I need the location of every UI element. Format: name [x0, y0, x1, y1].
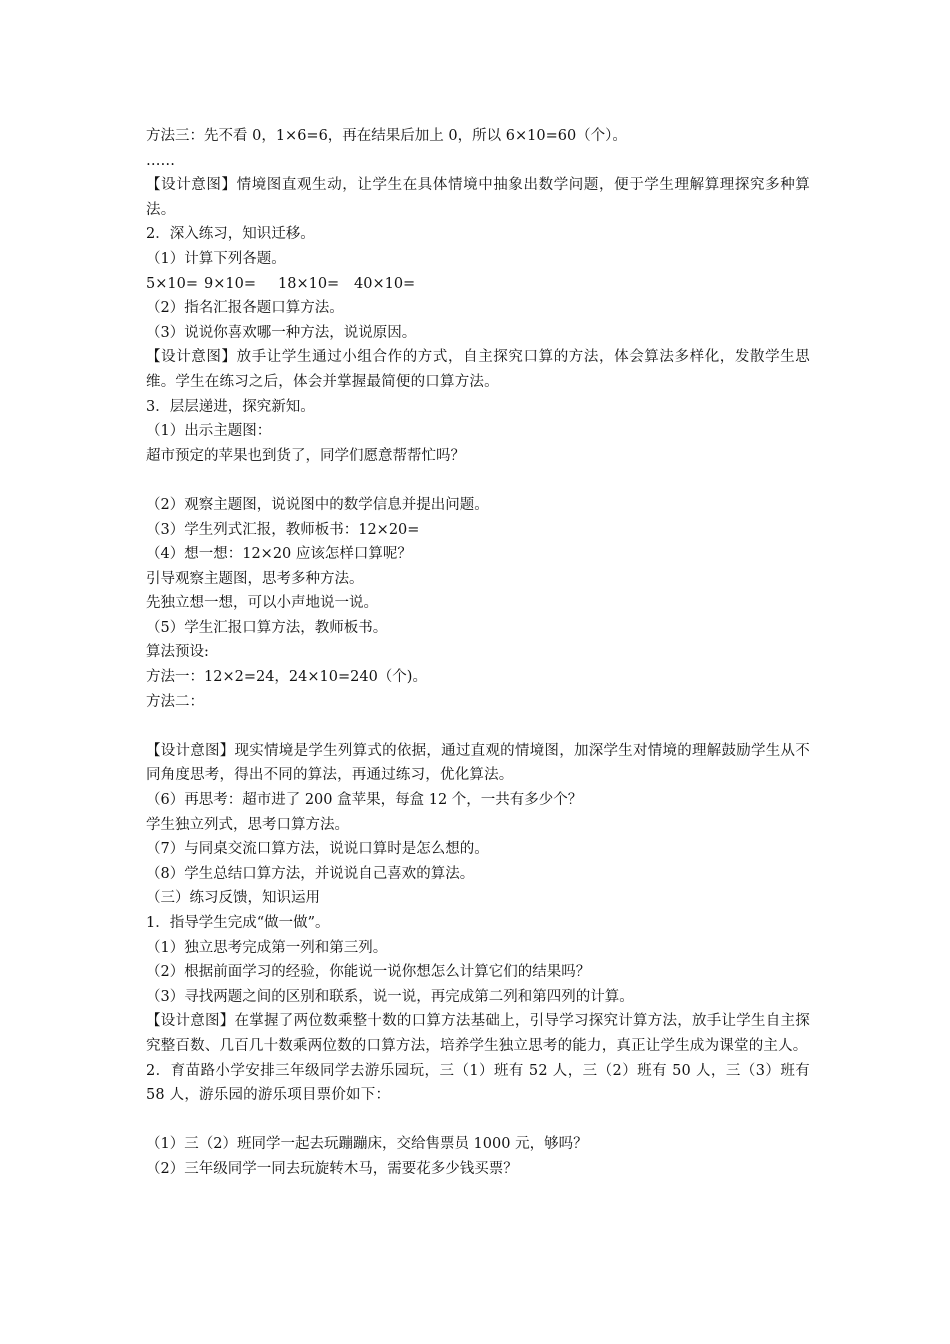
calc-item: 9×10=: [204, 275, 256, 292]
document-page: [146, 124, 810, 1182]
calc-instruction: （1）计算下列各题。: [146, 250, 286, 267]
calc-item: 5×10=: [146, 275, 198, 292]
method-two-line: 方法二：: [146, 693, 204, 710]
calc-row: [146, 272, 810, 297]
think-line: （4）想一想：12×20 应该怎样口算呢？: [146, 546, 412, 563]
method-three-line: 方法三：先不看 0，1×6=6，再在结果后加上 0，所以 6×10=60（个）。: [146, 128, 627, 144]
section-heading-practice: 2．深入练习，知识迁移。: [146, 226, 315, 243]
think-independently-line: 先独立想一想，可以小声地说一说。: [146, 595, 378, 612]
calc-item: 18×10=: [278, 275, 340, 292]
image-placeholder-gap: [146, 468, 810, 493]
calc-item: 40×10=: [354, 275, 416, 292]
guide-observe-line: 引导观察主题图，思考多种方法。: [146, 570, 364, 587]
do-it-line: 1．指导学生完成“做一做”。: [146, 915, 330, 931]
observe-theme-line: （2）观察主题图，说说图中的数学信息并提出问题。: [146, 496, 489, 513]
report-oral-method-line: （5）学生汇报口算方法，教师板书。: [146, 619, 388, 636]
discuss-partner-line: （7）与同桌交流口算方法，说说口算时是怎么想的。: [146, 841, 489, 858]
trampoline-question: （1）三（2）班同学一起去玩蹦蹦床，交给售票员 1000 元，够吗？: [146, 1136, 588, 1153]
student-equation-line: （3）学生列式汇报，教师板书：12×20=: [146, 521, 420, 538]
columns-one-three-line: （1）独立思考完成第一列和第三列。: [146, 939, 388, 956]
section-heading-feedback: （三）练习反馈，知识运用: [146, 890, 320, 907]
summarize-line: （8）学生总结口算方法，并说说自己喜欢的算法。: [146, 865, 475, 882]
rethink-line: （6）再思考：超市进了 200 盒苹果，每盒 12 个，一共有多少个？: [146, 792, 583, 809]
method-one-line: 方法一：12×2=24，24×10=240（个)。: [146, 669, 427, 686]
amusement-park-problem: 2．育苗路小学安排三年级同学去游乐园玩，三（1）班有 52 人，三（2）班有 50 人，三（3）班有 58 人，游乐园的游乐项目票价如下：: [146, 1062, 810, 1104]
method-two-gap: [146, 714, 810, 739]
show-theme-image-line: （1）出示主题图：: [146, 423, 272, 440]
report-method-line: （2）指名汇报各题口算方法。: [146, 300, 344, 317]
favorite-method-line: （3）说说你喜欢哪一种方法，说说原因。: [146, 324, 417, 341]
ellipsis-line: ……: [146, 152, 175, 169]
algorithm-preset-line: 算法预设:: [146, 644, 209, 661]
supermarket-apples-line: 超市预定的苹果也到货了，同学们愿意帮帮忙吗？: [146, 447, 465, 464]
design-intent-2: 【设计意图】放手让学生通过小组合作的方式，自主探究口算的方法，体会算法多样化，发散学生思维。学生在练习之后，体会并掌握最简便的口算方法。: [146, 349, 810, 390]
design-intent-3: 【设计意图】现实情境是学生列算式的依据，通过直观的情境图，加深学生对情境的理解鼓励学生从不同角度思考，得出不同的算法，再通过练习，优化算法。: [146, 742, 810, 784]
carousel-question: （2）三年级同学一同去玩旋转木马，需要花多少钱买票？: [146, 1160, 518, 1177]
design-intent-1: 【设计意图】情境图直观生动，让学生在具体情境中抽象出数学问题，便于学生理解算理探究多种算法。: [146, 177, 810, 218]
independent-equation-line: 学生独立列式，思考口算方法。: [146, 816, 349, 833]
section-heading-explore: 3．层层递进，探究新知。: [146, 398, 315, 415]
design-intent-4: 【设计意图】在掌握了两位数乘整十数的口算方法基础上，引导学习探究计算方法，放手让学生自主探究整百数、几百几十数乘两位数的口算方法，培养学生独立思考的能力，真正让学生成为课堂的主人。: [146, 1013, 810, 1054]
experience-line: （2）根据前面学习的经验，你能说一说你想怎么计算它们的结果吗？: [146, 964, 591, 981]
difference-line: （3）寻找两题之间的区别和联系，说一说，再完成第二列和第四列的计算。: [146, 988, 634, 1005]
ticket-table-gap: [146, 1108, 810, 1133]
